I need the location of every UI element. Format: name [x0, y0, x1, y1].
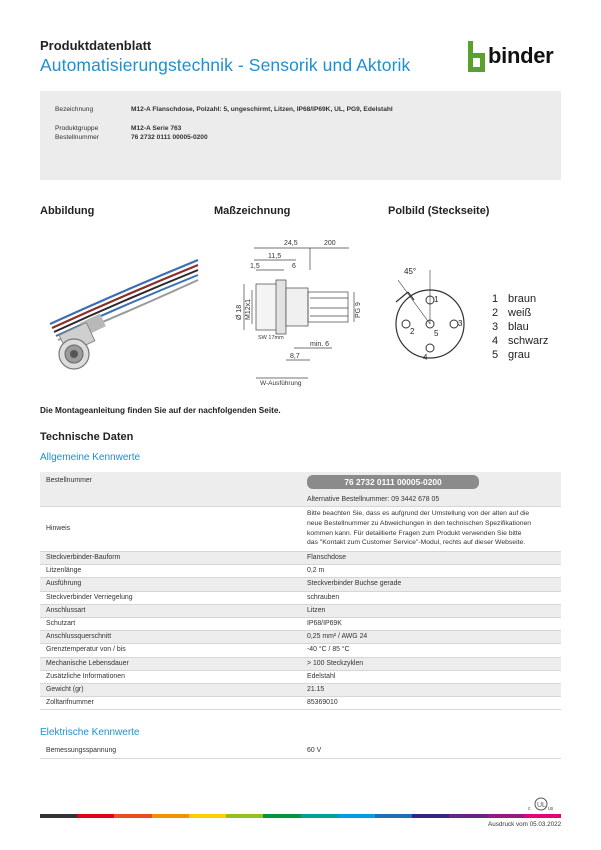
hint-line: das "Kontakt zum Customer Service"-Modul, rechts auf dieser Webseite.: [307, 539, 526, 547]
color-bar-segment: [487, 814, 524, 818]
dim-label: 6: [292, 263, 296, 270]
table-row: [40, 507, 561, 552]
table-row: [40, 631, 561, 644]
alt-order-number: Alternative Bestellnummer: 09 3442 678 05: [307, 496, 440, 503]
dim-label: min. 6: [310, 341, 330, 348]
general-section-title: Allgemeine Kennwerte: [40, 452, 141, 463]
brand-name: binder: [488, 43, 554, 68]
section-pinout-title: Polbild (Steckseite): [388, 205, 490, 217]
pin-number: 1: [434, 295, 439, 304]
svg-text:us: us: [548, 806, 554, 811]
summary-box: [40, 91, 561, 180]
table-row: [40, 671, 561, 684]
pin-legend-number: 5: [492, 349, 499, 361]
row-key: Zolltarifnummer: [46, 699, 94, 707]
pin-angle-label: 45°: [404, 267, 417, 276]
row-key: Bemessungsspannung: [46, 747, 117, 754]
product-image: [40, 232, 205, 392]
color-bar-segment: [152, 814, 189, 818]
section-drawing-title: Maßzeichnung: [214, 205, 291, 217]
row-value: 0,2 m: [307, 567, 325, 575]
row-key: Anschlussquerschnitt: [46, 633, 112, 641]
section-image-title: Abbildung: [40, 205, 95, 217]
row-key: Zusätzliche Informationen: [46, 672, 125, 680]
row-key: Steckverbinder Verriegelung: [46, 593, 133, 601]
hint-line: Bitte beachten Sie, dass es aufgrund der Umstellung von der alten auf die: [307, 510, 530, 517]
brand-logo: [466, 40, 562, 74]
pin-legend-number: 2: [492, 307, 499, 319]
pin-number: 2: [410, 327, 415, 336]
color-bar-segment: [114, 814, 151, 818]
summary-label: Bestellnummer: [55, 134, 99, 141]
dim-label: 1,5: [250, 263, 260, 270]
dim-label: 200: [324, 240, 336, 247]
hint-line: kommen kann. Für detaillierte Fragen zum Produkt verwenden Sie bitte: [307, 529, 522, 537]
pin-legend-number: 3: [492, 321, 499, 333]
dim-label: 8,7: [290, 353, 300, 360]
pin-legend-number: 1: [492, 293, 499, 305]
hint-line: neue Bestellnummer zu Abweichungen in den technischen Spezifikationen: [307, 519, 532, 527]
pin-legend-number: 4: [492, 335, 499, 347]
color-bar-segment: [40, 814, 77, 818]
row-key: Gewicht (gr): [46, 686, 84, 693]
color-bar-segment: [226, 814, 263, 818]
summary-label: Produktgruppe: [55, 125, 99, 132]
summary-value: 76 2732 0111 00005-0200: [131, 134, 208, 141]
color-bar-segment: [338, 814, 375, 818]
pin-legend-label: weiß: [508, 307, 532, 319]
table-row: [40, 644, 561, 657]
row-value: Steckverbinder Buchse gerade: [307, 580, 402, 588]
row-value: 60 V: [307, 747, 322, 754]
color-bar: [40, 814, 561, 818]
general-table: [40, 472, 561, 712]
table-row: [40, 592, 561, 605]
row-value: 21.15: [307, 686, 325, 693]
dim-label: M12x1: [245, 298, 252, 320]
summary-label: Bezeichnung: [55, 106, 94, 113]
table-row: [40, 745, 561, 759]
pin-number: 3: [458, 319, 463, 328]
summary-value: M12-A Flanschdose, Polzahl: 5, ungeschirmt, Litzen, IP68/IP69K, UL, PG9, Edelstahl: [131, 106, 393, 113]
dim-label: W-Ausführung: [260, 380, 302, 387]
row-value: schrauben: [307, 593, 340, 601]
table-row: [40, 618, 561, 631]
row-key: Steckverbinder-Bauform: [46, 554, 121, 561]
row-key: Mechanische Lebensdauer: [46, 659, 129, 667]
row-value: Litzen: [307, 606, 326, 614]
color-bar-segment: [301, 814, 338, 818]
pin-legend-label: grau: [508, 349, 531, 361]
row-value: > 100 Steckzyklen: [307, 659, 364, 667]
row-key: Ausführung: [46, 580, 82, 588]
table-row: [40, 578, 561, 591]
table-row: [40, 552, 561, 565]
row-value: IP68/IP69K: [307, 620, 342, 627]
color-bar-segment: [263, 814, 300, 818]
pin-legend-label: blau: [508, 321, 529, 333]
row-key: Bestellnummer: [46, 477, 92, 484]
summary-value: M12-A Serie 763: [131, 125, 182, 132]
row-key: Grenztemperatur von / bis: [46, 646, 126, 654]
table-row: [40, 494, 561, 507]
color-bar-segment: [189, 814, 226, 818]
row-key: Litzenlänge: [46, 567, 82, 575]
table-row: [40, 472, 561, 495]
row-key: Hinweis: [46, 525, 71, 532]
row-value: 0,25 mm² / AWG 24: [307, 633, 368, 641]
color-bar-segment: [449, 814, 486, 818]
order-number-badge: 76 2732 0111 00005-0200: [307, 475, 479, 489]
pinout-diagram: [388, 230, 563, 370]
table-row: [40, 697, 561, 710]
dimension-drawing: [214, 228, 379, 396]
row-value: 85369010: [307, 699, 338, 707]
hint-text: [307, 509, 557, 548]
row-value: Flanschdose: [307, 554, 347, 561]
dim-label: 11,5: [268, 253, 282, 260]
color-bar-segment: [375, 814, 412, 818]
table-row: [40, 658, 561, 671]
pin-legend-label: schwarz: [508, 335, 549, 347]
dim-label: 24,5: [284, 240, 298, 247]
electrical-section-title: Elektrische Kennwerte: [40, 727, 140, 738]
table-row: [40, 684, 561, 697]
doc-title: Automatisierungstechnik - Sensorik und Aktorik: [40, 55, 411, 75]
ul-certification-icon: [526, 797, 556, 811]
svg-text:c: c: [528, 806, 531, 811]
dim-label: Ø 18: [236, 304, 243, 320]
pin-legend-label: braun: [508, 293, 537, 305]
row-value: -40 °C / 85 °C: [307, 646, 350, 654]
tech-data-title: Technische Daten: [40, 431, 134, 443]
table-row: [40, 605, 561, 618]
color-bar-segment: [412, 814, 449, 818]
svg-text:UL: UL: [537, 802, 546, 809]
table-row: [40, 565, 561, 578]
color-bar-segment: [524, 814, 561, 818]
row-key: Anschlussart: [46, 606, 86, 614]
pin-number: 4: [423, 353, 428, 362]
print-date: Ausdruck vom 05.03.2022: [488, 821, 562, 828]
binder-logo-icon: [466, 40, 488, 74]
dim-label: PG 9: [355, 302, 362, 318]
electrical-table: [40, 745, 561, 759]
pin-number: 5: [434, 329, 439, 338]
row-key: Schutzart: [46, 620, 76, 627]
mounting-note: Die Montageanleitung finden Sie auf der nachfolgenden Seite.: [40, 406, 281, 415]
doc-kicker: Produktdatenblatt: [40, 38, 152, 53]
color-bar-segment: [77, 814, 114, 818]
dim-label: SW 17mm: [258, 335, 284, 341]
row-value: Edelstahl: [307, 672, 336, 680]
